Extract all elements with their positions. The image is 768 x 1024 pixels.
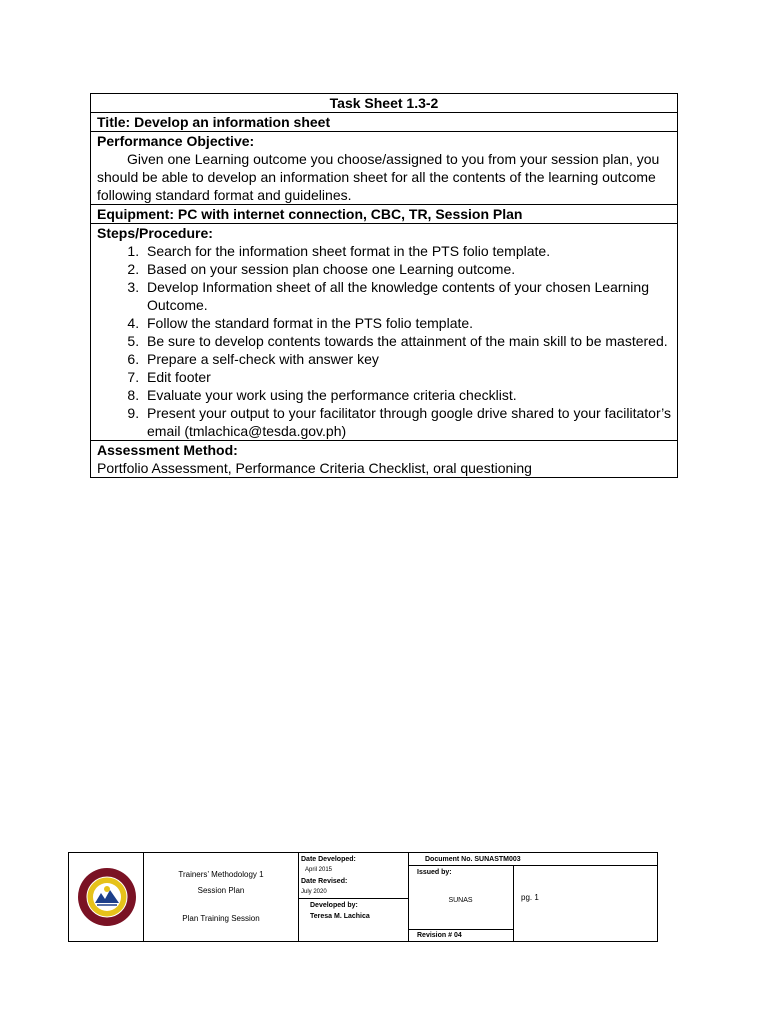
developed-by-value: Teresa M. Lachica xyxy=(310,913,370,920)
step-item: 4. Follow the standard format in the PTS folio template. xyxy=(143,314,671,332)
issued-by-value: SUNAS xyxy=(448,897,473,904)
document-number: Document No. SUNASTM003 xyxy=(425,856,521,863)
date-developed-label: Date Developed: xyxy=(301,856,356,863)
step-item: 7. Edit footer xyxy=(143,368,671,386)
task-title: Title: Develop an information sheet xyxy=(91,113,677,132)
date-developed-value: April 2015 xyxy=(305,867,333,873)
revision-number: Revision # 04 xyxy=(417,932,462,939)
step-item: 1. Search for the information sheet format in the PTS folio template. xyxy=(143,242,671,260)
performance-objective-label: Performance Objective: xyxy=(97,133,255,149)
course-title xyxy=(144,870,298,896)
seal-icon xyxy=(77,855,137,939)
steps-section xyxy=(91,224,677,441)
steps-label: Steps/Procedure: xyxy=(97,225,213,241)
school-seal-logo xyxy=(77,855,137,939)
steps-list xyxy=(97,242,671,440)
task-sheet-heading: Task Sheet 1.3-2 xyxy=(91,94,677,113)
step-item: 6. Prepare a self-check with answer key xyxy=(143,350,671,368)
step-item: 9. Present your output to your facilitator through google drive shared to your facilitator’s email (tmlachica@tesda.gov.ph) xyxy=(143,404,671,440)
date-revised-value: July 2020 xyxy=(301,889,327,895)
footer-divider xyxy=(408,865,657,866)
footer-divider xyxy=(298,853,299,941)
footer-divider xyxy=(513,865,514,941)
developed-by-label: Developed by: xyxy=(310,902,358,909)
issued-by-label: Issued by: xyxy=(417,869,452,876)
step-item: 8. Evaluate your work using the performance criteria checklist. xyxy=(143,386,671,404)
equipment-line: Equipment: PC with internet connection, CBC, TR, Session Plan xyxy=(91,205,677,224)
step-item: 2. Based on your session plan choose one Learning outcome. xyxy=(143,260,671,278)
module-title: Plan Training Session xyxy=(182,914,260,923)
footer-divider xyxy=(298,898,408,899)
performance-objective-text: Given one Learning outcome you choose/assigned to you from your session plan, you should be able to develop an information sheet for all the contents of the learning outcome following standard format and guidelines. xyxy=(97,151,660,203)
step-item: 5. Be sure to develop contents towards the attainment of the main skill to be mastered. xyxy=(143,332,671,350)
date-revised-label: Date Revised: xyxy=(301,878,348,885)
assessment-text: Portfolio Assessment, Performance Criteria Checklist, oral questioning xyxy=(97,460,532,476)
assessment-label: Assessment Method: xyxy=(97,442,238,458)
course-line-2: Session Plan xyxy=(197,886,245,895)
course-line-1: Trainers’ Methodology 1 xyxy=(178,870,264,879)
task-sheet-table xyxy=(90,93,678,478)
footer-divider xyxy=(408,929,513,930)
step-item: 3. Develop Information sheet of all the knowledge contents of your chosen Learning Outcome. xyxy=(143,278,671,314)
footer-divider xyxy=(143,853,144,941)
assessment-section xyxy=(91,441,677,477)
page-number: pg. 1 xyxy=(521,893,539,902)
document-footer xyxy=(68,852,658,942)
performance-objective-section xyxy=(91,132,677,205)
